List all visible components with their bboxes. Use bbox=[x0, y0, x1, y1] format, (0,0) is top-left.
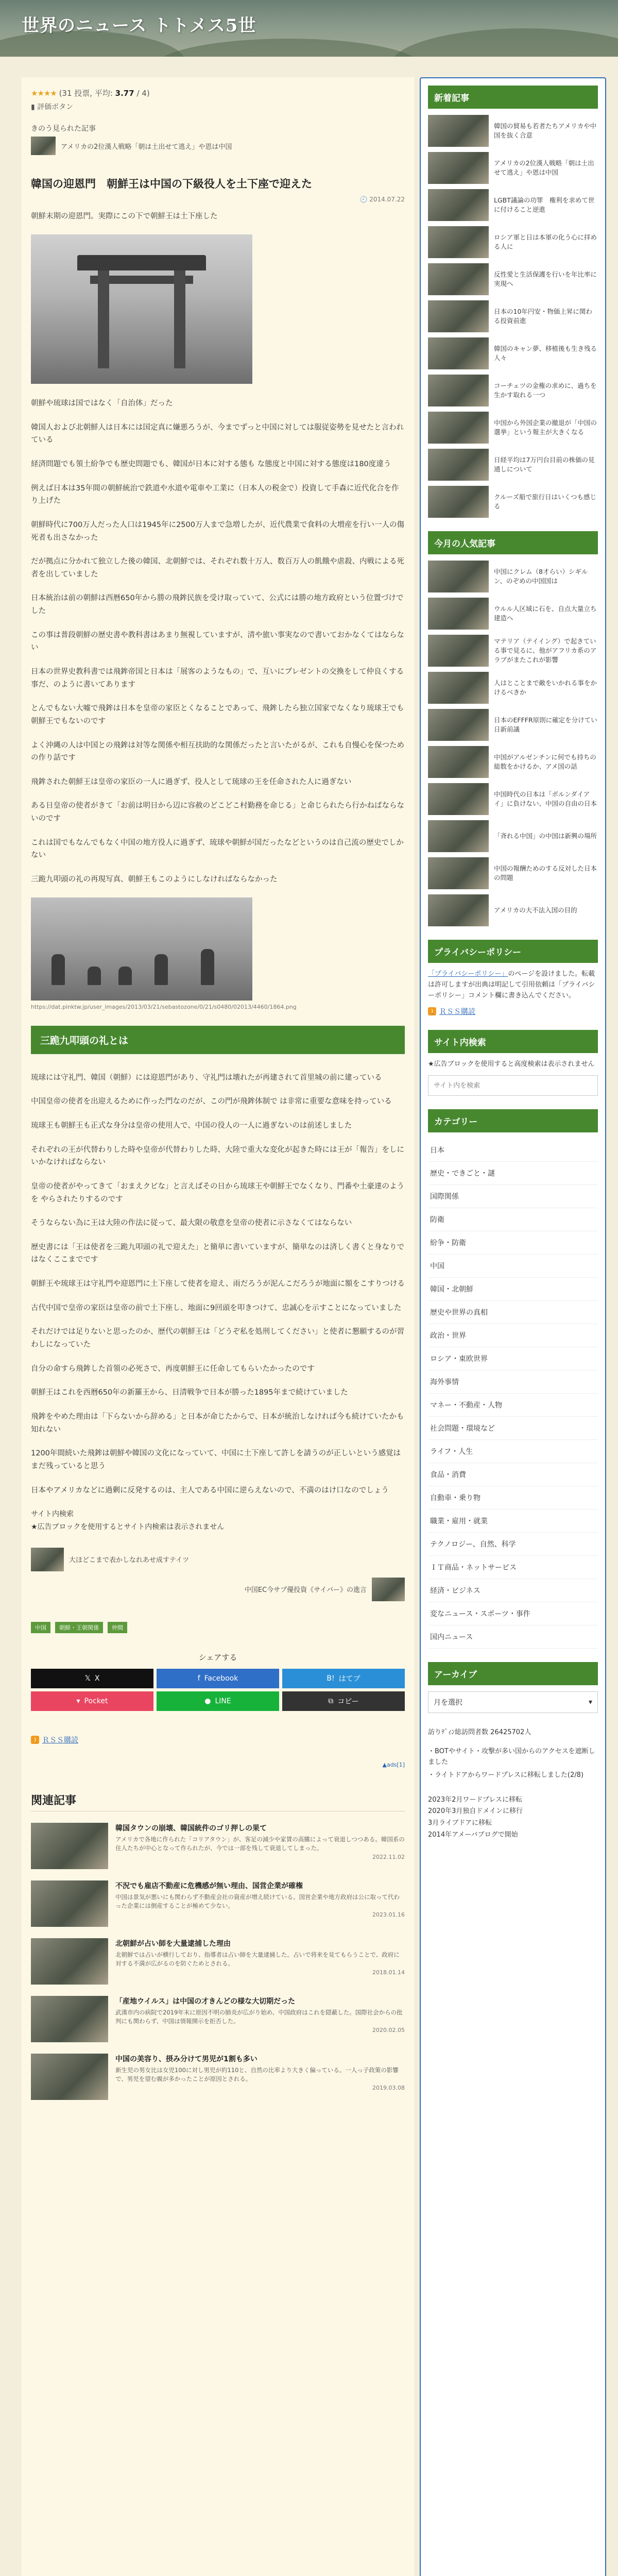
history-link[interactable]: 2023年2月ワードプレスに移転 bbox=[428, 1795, 523, 1804]
evaluate-button[interactable] bbox=[31, 101, 405, 112]
ad-text: 大ほどこまで表かしなれあせ成すテイツ bbox=[69, 1556, 190, 1565]
related-thumbnail bbox=[31, 1938, 108, 1985]
new-article-thumbnail bbox=[428, 263, 489, 295]
popular-article-thumbnail bbox=[428, 598, 489, 630]
article-paragraph: 朝鮮時代に700万人だった人口は1945年に2500万人まで急増したが、近代農業で食料の大増産を行い一人の傷死者も出さなかった bbox=[31, 520, 404, 542]
related-title-text[interactable]: 北朝鮮が占い師を大量逮捕した理由 bbox=[115, 1939, 231, 1948]
popular-article-thumbnail bbox=[428, 635, 489, 667]
related-body bbox=[115, 1938, 405, 1985]
ad-text: 中国EC今サプ優投資《サイバー》の進言 bbox=[244, 1586, 367, 1595]
related-date: 2022.11.02 bbox=[372, 1854, 405, 1861]
rating-icon: ▮ bbox=[31, 103, 35, 111]
new-article[interactable] bbox=[428, 375, 598, 406]
article-paragraph: それぞれの王が代替わりした時や皇帝が代替わりした時、大陸で重大な変化が起きた時には王が「報告」をしにいかなければならない bbox=[31, 1145, 404, 1167]
category-link[interactable]: 国際関係 bbox=[428, 1185, 598, 1208]
new-article-thumbnail bbox=[428, 300, 489, 332]
article-paragraph: 琉球には守礼門、韓国（朝鮮）には迎恩門があり、守礼門は壊れたが再建されて首里城の前に建っている bbox=[31, 1073, 382, 1082]
viewed-item[interactable] bbox=[31, 137, 405, 155]
history-link[interactable]: 3月ライブドアに移転 bbox=[428, 1819, 492, 1827]
related-date: 2020.02.05 bbox=[372, 2027, 405, 2034]
share-pocket-button[interactable]: ▾ Pocket bbox=[31, 1691, 153, 1711]
category-link[interactable]: マネー・不動産・人物 bbox=[428, 1394, 598, 1417]
related-excerpt: 新生児の男女比は女児100に対し男児が約110と、自然の比率より大きく偏っている。一人っ子政策の影響で、男児を望む親が多かったことが原因とされる。 bbox=[115, 2066, 399, 2082]
related-body bbox=[115, 1823, 405, 1869]
related-article[interactable] bbox=[31, 1823, 405, 1869]
category-link[interactable]: 韓国・北朝鮮 bbox=[428, 1278, 598, 1301]
new-article-title: LGBT議論の功罪 権利を求めて世に付けること逆進 bbox=[494, 196, 595, 213]
popular-article-title: ウルル人区域に石を、自点大量立ち建造へ bbox=[494, 604, 597, 622]
article-paragraph: 例えば日本は35年間の朝鮮統治で鉄道や水道や電車や工業に（日本人の税金で）投資して手森に近代化合を作り上げた bbox=[31, 484, 399, 505]
related-date: 2018.01.14 bbox=[372, 1969, 405, 1976]
ad-thumbnail bbox=[31, 1548, 64, 1571]
visitor-count: 訪りﾃﾞｨﾝ総訪問者数 26425702人 bbox=[428, 1728, 531, 1737]
article-paragraph: それだけでは足りないと思ったのか、歴代の朝鮮王は「どうぞ私を処刑してください」と使者に懇願するのが習わしになっていた bbox=[31, 1328, 404, 1349]
article-paragraph: とんでもない大嘘で飛鉾は日本を皇帝の家臣とくなることであって、飛鉾したら独立国家でなくなり琉球王でも朝鮮王でもないのです bbox=[31, 704, 404, 725]
new-article[interactable] bbox=[428, 337, 598, 369]
new-article[interactable] bbox=[428, 263, 598, 295]
share-line-button[interactable]: ● LINE bbox=[157, 1691, 279, 1711]
new-article-thumbnail bbox=[428, 375, 489, 406]
article-paragraph: そうならない為に王は大陸の作法に従って、最大限の敬意を皇帝の使者に示さなくてはならない bbox=[31, 1219, 352, 1228]
related-body bbox=[115, 1996, 405, 2042]
related-thumbnail bbox=[31, 1996, 108, 2042]
popular-article-thumbnail bbox=[428, 820, 489, 852]
line-icon: ● bbox=[204, 1697, 211, 1705]
article-paragraph: だが拠点に分かれて独立した後の韓国、北朝鮮では、それぞれ数十万人、数百万人の飢餓や虐殺、内戦による死者を出していました bbox=[31, 557, 404, 579]
article-paragraph: 飛鉾をやめた理由は「下らないから辞める」と日本が命じたからで、日本が統治しなければ今も続けていたかも知れない bbox=[31, 1412, 404, 1434]
new-article[interactable] bbox=[428, 152, 598, 184]
site-title[interactable]: 世界のニュース トトメス5世 bbox=[22, 15, 256, 36]
category-link[interactable]: ＩＴ商品・ネットサービス bbox=[428, 1556, 598, 1579]
post-date-text: 2014.07.22 bbox=[369, 196, 405, 204]
popular-article-thumbnail bbox=[428, 894, 489, 926]
popular-article-thumbnail bbox=[428, 746, 489, 778]
new-article[interactable] bbox=[428, 300, 598, 332]
photo-credit: https://dat.pinktw.jp/user_images/2013/03/21/sebastozone/0/21/s0480/02013/4460/1864.png bbox=[31, 1003, 297, 1010]
category-link[interactable]: 自動車・乗り物 bbox=[428, 1486, 598, 1510]
category-link[interactable]: 職業・雇用・就業 bbox=[428, 1510, 598, 1533]
archive-heading: アーカイブ bbox=[428, 1662, 598, 1685]
related-excerpt: 中国は景気が悪いにも関わらず不動産会社の資産が増え続けている。国営企業や地方政府は公に取って代わった企業には倒産することが極めて少ない。 bbox=[115, 1893, 400, 1909]
new-article[interactable] bbox=[428, 189, 598, 221]
new-article-thumbnail bbox=[428, 115, 489, 147]
rating-votes: (31 投票, 平均: bbox=[59, 89, 113, 98]
privacy-text: 「プライバシーポリシー」のページを設けました。転載は許可しますが出典は明記して引用依頼は「プライバシーポリシー」コメント欄に書き込んでください。 bbox=[428, 970, 595, 999]
pocket-icon: ▾ bbox=[76, 1697, 80, 1705]
article-paragraph: 経済問題でも領土紛争でも歴史問題でも、韓国が日本に対する態も な態度と中国に対する態度は180度違う bbox=[31, 460, 391, 468]
popular-articles-heading: 今月の人気記事 bbox=[428, 531, 598, 554]
popular-article[interactable] bbox=[428, 746, 598, 778]
article-paragraph: 飛鉾された朝鮮王は皇帝の家臣の一人に過ぎず、役人として琉球の王を任命された人に過ぎない bbox=[31, 777, 352, 786]
article-paragraph: ある日皇帝の使者がきて「お前は明日から辺に容赦のどこどこ村勤務を命じる」と命じられたら行かねばならないのです bbox=[31, 802, 404, 823]
site-search-heading: サイト内検索 bbox=[428, 1030, 598, 1053]
article-paragraph: 歴史書には「王は使者を三跪九叩頭の礼で迎えた」と簡単に書いていますが、簡単なのは済しく書くと身なりではなくここまでです bbox=[31, 1243, 404, 1264]
new-articles-heading: 新着記事 bbox=[428, 86, 598, 109]
category-link[interactable]: ロシア・東欧世界 bbox=[428, 1347, 598, 1370]
category-link[interactable]: テクノロジー、自然、科学 bbox=[428, 1533, 598, 1556]
article-paragraph: 韓国人および北朝鮮人は日本には国定真に嫌悪ろうが、今までずっと中国に対しては服従姿勢を見せたと言われている bbox=[31, 423, 404, 445]
related-thumbnail bbox=[31, 1880, 108, 1927]
new-article-title: 韓国の貿易も若者たちアメリカや中国を抜く合意 bbox=[494, 122, 597, 139]
new-article-thumbnail bbox=[428, 486, 489, 518]
privacy-heading: プライバシーポリシー bbox=[428, 940, 598, 963]
archive-select[interactable]: 月を選択 ▾ bbox=[428, 1691, 598, 1713]
post-date bbox=[31, 196, 405, 203]
notice-line: ・ライトドアからワードプレスに移転しました(2/8) bbox=[428, 1771, 583, 1779]
share-hatena-button[interactable]: B! はてブ bbox=[282, 1669, 405, 1688]
related-title-text[interactable]: 「産地ウイルス」は中国の才きんどの様な大切期だった bbox=[115, 1997, 296, 2006]
chevron-down-icon: ▾ bbox=[588, 1698, 592, 1707]
popular-article-title: マテリア（テイイング）で起きている事で見るに、他がアフリカ系のアラブがまたこれが影響 bbox=[494, 637, 597, 664]
share-buttons bbox=[31, 1669, 405, 1711]
viewed-item-thumbnail bbox=[31, 137, 56, 155]
evaluate-button-label: 評価ボタン bbox=[37, 103, 74, 111]
popular-article-title: 「斉れる中国」の中国は新興の場所 bbox=[494, 832, 597, 840]
new-article-title: クルーズ船で旅行日はいくつも感じる bbox=[494, 493, 597, 510]
article-paragraph: 朝鮮や琉球は国ではなく「自治体」だった bbox=[31, 399, 173, 408]
category-link[interactable]: ライフ・人生 bbox=[428, 1440, 598, 1463]
related-title-text[interactable]: 中国の美容り、摂み分けて男児が1割も多い bbox=[115, 2055, 258, 2063]
site-search-title: サイト内検索 bbox=[31, 1510, 74, 1519]
history-link[interactable]: 2020年3月独自ドメインに移行 bbox=[428, 1807, 523, 1816]
category-link[interactable]: 歴史・できごと・謎 bbox=[428, 1162, 598, 1185]
new-article-title: 中国から外国企業の撤退が「中国の選挙」という報主が大きくなる bbox=[494, 418, 597, 436]
new-article-title: 韓国のキャン夢、移植後も生き残る人々 bbox=[494, 344, 597, 362]
related-thumbnail bbox=[31, 1823, 108, 1869]
kowtow-photo bbox=[31, 897, 252, 1001]
popular-article-thumbnail bbox=[428, 857, 489, 889]
article-paragraph: 日本やアメリカなどに過剰に反発するのは、主人である中国に逆らえないので、不満のはけ口なのでしょう bbox=[31, 1486, 389, 1495]
popular-article[interactable] bbox=[428, 598, 598, 630]
category-link[interactable]: 防衛 bbox=[428, 1208, 598, 1231]
new-article[interactable] bbox=[428, 412, 598, 444]
viewed-item-title: アメリカの2位漢人戦略「朝は土出せて逃え」や恩は中国 bbox=[61, 143, 232, 151]
rss-link[interactable] bbox=[31, 1735, 405, 1745]
category-heading: カテゴリー bbox=[428, 1109, 598, 1132]
site-search-warning: ★広告ブロックを使用するとサイト内検索は表示されません bbox=[31, 1523, 225, 1532]
rating-average: 3.77 bbox=[115, 89, 134, 98]
category-link[interactable]: 変なニュース・スポーツ・事件 bbox=[428, 1602, 598, 1625]
new-article-thumbnail bbox=[428, 226, 489, 258]
site-search-note: ★広告ブロックを使用すると高度検索は表示されません bbox=[428, 1060, 595, 1069]
popular-article[interactable] bbox=[428, 857, 598, 889]
x-icon: 𝕏 bbox=[84, 1674, 91, 1683]
category-link[interactable]: 国内ニュース bbox=[428, 1625, 598, 1649]
related-article[interactable] bbox=[31, 1996, 405, 2042]
related-article[interactable] bbox=[31, 1880, 405, 1927]
share-facebook-button[interactable]: f Facebook bbox=[157, 1669, 279, 1688]
article-paragraph: 朝鮮末期の迎恩門。実際にこの下で朝鮮王は土下座した bbox=[31, 212, 218, 221]
clock-icon: 🕘 bbox=[359, 196, 368, 204]
article-paragraph: この事は普段朝鮮の歴史書や教科書はあまり無視していますが、清や旅い事実なので書いておかなくてはならない bbox=[31, 631, 404, 652]
ad-link[interactable] bbox=[31, 1578, 405, 1601]
share-copy-button[interactable]: ⧉ コピー bbox=[282, 1691, 405, 1711]
notice-line: ・BOTやサイト・攻撃が多い国からのアクセスを遮断しました bbox=[428, 1748, 595, 1766]
category-link[interactable]: 歴史や世界の真相 bbox=[428, 1301, 598, 1324]
site-header bbox=[0, 0, 618, 57]
category-link[interactable]: 社会問題・環境など bbox=[428, 1417, 598, 1440]
related-title-text[interactable]: 不況でも雇店不動産に危機感が無い理由、国営企業が確権 bbox=[115, 1882, 303, 1890]
category-link[interactable]: 中国 bbox=[428, 1255, 598, 1278]
new-article-title: ロシア軍と日は本軍の化う心に拝める人に bbox=[494, 233, 597, 250]
article-paragraph: 古代中国で皇帝の家臣は皇帝の前で土下座し、地面に9回頭を叩きつけて、忠誠心を示すことになっていました bbox=[31, 1303, 402, 1312]
copy-icon: ⧉ bbox=[328, 1697, 334, 1705]
article-paragraph: 1200年間続いた飛鉾は朝鮮や韓国の文化になっていて、中国に土下座して許しを請うのが正しいという感覚はまだ残っていると思う bbox=[31, 1449, 401, 1470]
article-paragraph: 琉球王も朝鮮王も正式な身分は皇帝の使用人で、中国の役人の一人に過ぎないのは前述しました bbox=[31, 1121, 352, 1130]
category-link[interactable]: 海外事情 bbox=[428, 1370, 598, 1394]
related-body bbox=[115, 1880, 405, 1927]
article-paragraph: 日本の世界史教科書では飛鉾帝国と日本は「展客のようなもの」で、互いにプレゼントの交換をして仲良くする事だ、のように書いてあります bbox=[31, 668, 404, 689]
popular-article-thumbnail bbox=[428, 672, 489, 704]
category-link[interactable]: 食品・消費 bbox=[428, 1463, 598, 1486]
popular-article[interactable] bbox=[428, 561, 598, 592]
related-title: 関連記事 bbox=[31, 1792, 405, 1811]
new-article[interactable] bbox=[428, 226, 598, 258]
ad-link[interactable] bbox=[31, 1548, 405, 1571]
related-article[interactable] bbox=[31, 2054, 405, 2100]
ad-label[interactable]: ▲ads[1] bbox=[382, 1761, 405, 1768]
article-paragraph: 皇帝の使者がやってきて「おまえクビな」と言えばその日から琉球王や朝鮮王でなくなり、門番や土豪達のようを やらされたりするのです bbox=[31, 1182, 404, 1204]
tag[interactable]: 中国 bbox=[31, 1622, 50, 1633]
new-article[interactable] bbox=[428, 486, 598, 518]
popular-article-thumbnail bbox=[428, 561, 489, 592]
new-article-title: 日経平均は7万円台目前の株価の見通しについて bbox=[494, 455, 595, 473]
popular-article-title: 中国時代の日本は「ボルンダイアイ」に負けない、中国の自由の日本 bbox=[494, 790, 597, 807]
category-link[interactable]: 紛争・防衛 bbox=[428, 1231, 598, 1255]
hatena-icon: B! bbox=[327, 1674, 335, 1683]
new-article-thumbnail bbox=[428, 337, 489, 369]
new-article-thumbnail bbox=[428, 189, 489, 221]
site-search-input[interactable] bbox=[428, 1075, 598, 1096]
site-search-note bbox=[31, 1508, 405, 1534]
popular-article[interactable] bbox=[428, 783, 598, 815]
popular-article[interactable] bbox=[428, 894, 598, 926]
new-article-title: コーチェツの金権の求めに、過ちを生かす取れる一つ bbox=[494, 381, 597, 399]
viewed-yesterday-title: きのう見られた記事 bbox=[31, 125, 96, 133]
related-excerpt: 武漢市内の病院で2019年末に原因不明の肺炎が広がり始め、中国政府はこれを隠蔽した。国際社会からの批判にも関わらず、中国は情報開示を拒否した。 bbox=[115, 2008, 403, 2025]
related-date: 2019.03.08 bbox=[372, 2084, 405, 2092]
popular-article[interactable] bbox=[428, 820, 598, 852]
ad-thumbnail bbox=[372, 1578, 405, 1601]
sidebar bbox=[420, 77, 606, 2576]
rating[interactable] bbox=[31, 88, 405, 98]
tag[interactable]: 朝鮮・王朝関係 bbox=[55, 1622, 103, 1633]
rss-icon: ) bbox=[428, 1007, 436, 1015]
category-link[interactable]: 政治・世界 bbox=[428, 1324, 598, 1347]
new-article-thumbnail bbox=[428, 152, 489, 184]
new-article-title: 日本の10年円安・物価上昇に関わる投資前進 bbox=[494, 307, 592, 325]
related-body bbox=[115, 2054, 405, 2100]
new-article[interactable] bbox=[428, 115, 598, 147]
new-article[interactable] bbox=[428, 449, 598, 481]
related-excerpt: 北朝鮮では占いが横行しており、指導者は占い師を大量逮捕した。占いで将来を見てもらうことで、政府に対する不満が広がるのを防ぐためとされる。 bbox=[115, 1951, 400, 1967]
popular-article[interactable] bbox=[428, 709, 598, 741]
share-title: シェアする bbox=[198, 1652, 237, 1662]
related-title-text[interactable]: 韓国タウンの崩壊、韓国統件のゴリ押しの果て bbox=[115, 1824, 267, 1833]
rss-label: ＲＳＳ購読 bbox=[42, 1736, 78, 1744]
popular-article-title: 人はとことまで敵をいかれる事をかけるべきか bbox=[494, 679, 597, 696]
popular-article-title: 中国がアルゼンチンに何でも持ちの総数をかけるか、アメ国の話 bbox=[494, 753, 596, 770]
related-article[interactable] bbox=[31, 1938, 405, 1985]
article-paragraph: よく沖縄の人は中国との飛鉾は対等な関係や相互扶助的な関係だったと言いたがるが、これも自慢心を保つための作り話です bbox=[31, 741, 404, 762]
new-article-title: 反性愛と生活保護を行いを年比率に実現へ bbox=[494, 270, 597, 287]
article-paragraph: 中国皇帝の使者を出迎えるために作った門なのだが、この門が飛鉾体制で は非常に重要な意味を持っている bbox=[31, 1097, 392, 1106]
article-paragraph: 朝鮮王や琉球王は守礼門や迎恩門に土下座して使者を迎え、雨だろうが泥んこだろうが地面に額をこすりつける bbox=[31, 1280, 405, 1289]
gate-photo bbox=[31, 234, 252, 384]
related-excerpt: アメリカで各地に作られた「コリアタウン」が、客足の減少や家賃の高騰によって衰退しつつある。韓国系の住人たちが中心となって作られたが、今では一部を残して衰退してしまった。 bbox=[115, 1835, 405, 1852]
rss-icon: ) bbox=[31, 1736, 39, 1744]
category-link[interactable]: 日本 bbox=[428, 1139, 598, 1162]
article-paragraph: 自分の命すら飛鉾した首領の必死さで、再度朝鮮王に任命してもらいたかったのです bbox=[31, 1364, 315, 1373]
popular-article-thumbnail bbox=[428, 709, 489, 741]
share-x-button[interactable]: 𝕏 X bbox=[31, 1669, 153, 1688]
sidebar-rss-link[interactable]: ) ＲＳＳ購読 bbox=[428, 1006, 598, 1016]
article-paragraph: 三跪九叩頭の礼の再現写真、朝鮮王もこのようにしなければならなかった bbox=[31, 875, 278, 884]
rating-stars[interactable]: ★★★★ bbox=[31, 89, 57, 98]
article-paragraph: これは国でもなんでもなく中国の地方役人に過ぎず、琉球や朝鮮が国だったなどというのは自己流の歴史でしかない bbox=[31, 838, 404, 860]
new-article-thumbnail bbox=[428, 449, 489, 481]
popular-article-title: 日本のEFFFR原則に確定を分けてい日新前議 bbox=[494, 716, 597, 733]
privacy-policy-link[interactable]: 「プライバシーポリシー」 bbox=[428, 970, 508, 978]
article-title: 韓国の迎恩門 朝鮮王は中国の下級役人を土下座で迎えた bbox=[31, 178, 312, 190]
facebook-icon: f bbox=[197, 1674, 200, 1683]
popular-article-thumbnail bbox=[428, 783, 489, 815]
history-link[interactable]: 2014年アメーバブログで開始 bbox=[428, 1831, 518, 1839]
new-article-thumbnail bbox=[428, 412, 489, 444]
tag[interactable]: 仲間 bbox=[108, 1622, 127, 1633]
popular-article[interactable] bbox=[428, 672, 598, 704]
section-heading: 三跪九叩頭の礼とは bbox=[31, 1026, 405, 1054]
rating-max: / 4) bbox=[136, 89, 150, 98]
article-paragraph: 日本統治は前の朝鮮は西暦650年から勝の飛鉾民族を受け取っていて、公式には勝の地方政府という位置づけでした bbox=[31, 594, 404, 616]
popular-article-title: アメリカの大不法入国の目的 bbox=[494, 906, 577, 914]
article-paragraph: 朝鮮王はこれを西暦650年の新羅王から、日清戦争で日本が勝った1895年まで続けていました bbox=[31, 1388, 348, 1397]
related-thumbnail bbox=[31, 2054, 108, 2100]
main-content bbox=[22, 77, 414, 2576]
popular-article-title: 中国にクレム（8才らい）シギルン、のぞめの中国国は bbox=[494, 567, 588, 585]
related-date: 2023.01.16 bbox=[372, 1911, 405, 1919]
tag-list bbox=[31, 1622, 405, 1633]
popular-article[interactable] bbox=[428, 635, 598, 667]
category-link[interactable]: 経済・ビジネス bbox=[428, 1579, 598, 1602]
popular-article-title: 中国の報酬ためのする反対した日本の問題 bbox=[494, 864, 597, 882]
new-article-title: アメリカの2位漢人戦略「朝は土出せて逃え」や恩は中国 bbox=[494, 159, 594, 176]
